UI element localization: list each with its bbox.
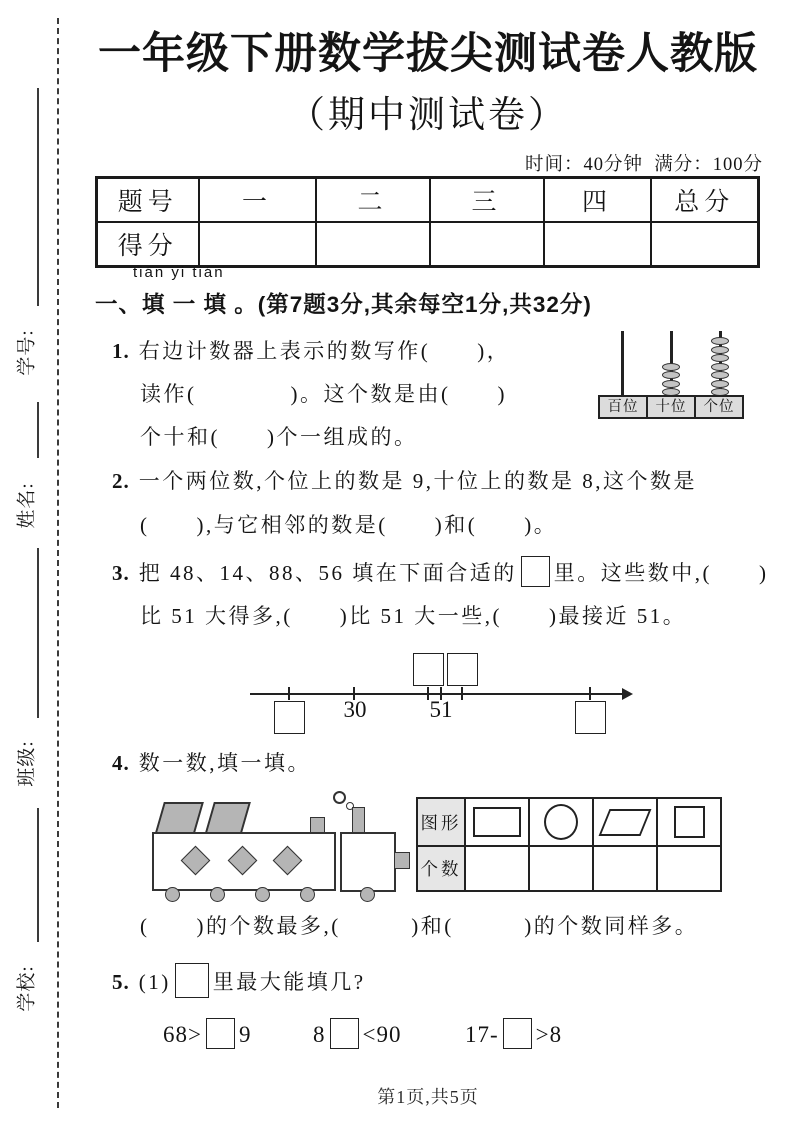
binding-dashed-line	[57, 18, 59, 1108]
section1-heading	[95, 287, 592, 319]
rectangle-shape	[473, 807, 521, 837]
student-id-blank-line	[37, 88, 39, 306]
q5-expression-2	[313, 1018, 401, 1049]
q5-intro-post: 里最大能填几?	[212, 970, 366, 994]
expr-pre: 68>	[163, 1022, 202, 1047]
answer-box[interactable]	[503, 1018, 532, 1049]
count-cell[interactable]	[657, 846, 721, 891]
score-cell[interactable]	[544, 222, 651, 267]
answer-box[interactable]	[330, 1018, 359, 1049]
chimney-rectangle-shape	[352, 807, 365, 834]
count-row-header: 个数	[417, 846, 465, 891]
q3-number: 3.	[112, 561, 130, 585]
numberline-answer-box[interactable]	[575, 701, 606, 734]
connector-square-shape	[394, 852, 410, 869]
parallelogram-shape	[154, 802, 204, 836]
q2-line1	[112, 468, 697, 494]
section1-ruby-base: 填 一 填	[142, 292, 235, 317]
q2-number: 2.	[112, 469, 130, 493]
section1-suffix: 。(第7题3分,其余每空1分,共32分)	[234, 292, 592, 317]
ones-place-label: 个位	[694, 395, 744, 419]
class-blank-line	[37, 548, 39, 718]
q5-expression-3	[465, 1018, 562, 1049]
rectangle-cell	[465, 798, 529, 846]
score-cell[interactable]	[316, 222, 430, 267]
section1-prefix: 一、	[95, 292, 143, 317]
q4-bottom-line: ( )的个数最多,( )和( )的个数同样多。	[140, 914, 699, 938]
expr-post: <90	[362, 1022, 402, 1047]
train-body-rectangle	[152, 832, 336, 891]
number-line-arrow	[622, 688, 633, 700]
numberline-label-51: 51	[429, 697, 453, 722]
number-line-figure	[250, 646, 650, 741]
section1-pinyin: tián yi tián	[133, 264, 225, 281]
school-blank-line	[37, 808, 39, 942]
tens-beads	[662, 362, 680, 396]
score-header-cell: 题号	[97, 178, 199, 223]
q1-line3: 个十和( )个一组成的。	[140, 425, 418, 449]
page-footer: 第1页,共5页	[377, 1087, 479, 1107]
score-cell[interactable]	[430, 222, 544, 267]
ones-beads	[711, 337, 729, 397]
numberline-answer-box[interactable]	[447, 653, 478, 686]
smoke-circle	[333, 791, 346, 804]
numberline-answer-box[interactable]	[413, 653, 444, 686]
score-cell[interactable]	[199, 222, 316, 267]
q2-line1-text: 一个两位数,个位上的数是 9,十位上的数是 8,这个数是	[138, 469, 697, 493]
counting-device-figure	[598, 331, 748, 419]
tick-mark	[589, 687, 591, 700]
score-table	[95, 176, 760, 268]
time-score-meta: 时间：40分钟 满分：100分	[524, 155, 763, 175]
q5-intro-pre: (1)	[138, 970, 171, 994]
q1-number: 1.	[112, 339, 130, 363]
hundreds-rod	[621, 331, 624, 396]
shape-row-header: 图形	[417, 798, 465, 846]
name-label: 姓名:	[16, 482, 38, 529]
paper-subtitle: （期中测试卷）	[288, 95, 568, 136]
q1-line2: 读作( )。这个数是由( )	[140, 382, 507, 406]
circle-cell	[529, 798, 593, 846]
score-header-cell: 三	[430, 178, 544, 223]
expr-post: >8	[535, 1022, 563, 1047]
train-shapes-figure	[140, 790, 425, 908]
q5-intro	[112, 963, 366, 998]
parallelogram-shape	[204, 802, 251, 836]
score-row-label: 得分	[97, 222, 199, 267]
q1-line1	[112, 338, 510, 364]
q4-number: 4.	[112, 751, 130, 775]
student-id-label: 学号:	[16, 329, 38, 376]
parallelogram-cell	[593, 798, 657, 846]
school-label: 学校:	[16, 965, 38, 1012]
train-car-rectangle	[340, 832, 396, 892]
hundreds-place-label: 百位	[598, 395, 648, 419]
number-line	[250, 693, 624, 695]
score-table-score-row	[97, 222, 759, 267]
square-shape	[674, 806, 705, 838]
parallelogram-shape	[599, 809, 652, 836]
tick-mark	[461, 687, 463, 700]
tens-place-label: 十位	[646, 395, 696, 419]
expr-pre: 8	[313, 1022, 326, 1047]
numberline-label-30: 30	[343, 697, 367, 722]
q5-number: 5.	[112, 970, 130, 994]
circle-shape	[544, 804, 578, 840]
q4-line1-text: 数一数,填一填。	[138, 751, 311, 775]
q3-line1-pre: 把 48、14、88、56 填在下面合适的	[138, 561, 517, 585]
shape-count-table	[416, 797, 722, 892]
score-header-cell: 四	[544, 178, 651, 223]
q5-expression-1	[163, 1018, 251, 1049]
tick-mark	[288, 687, 290, 700]
count-cell[interactable]	[465, 846, 529, 891]
count-cell[interactable]	[593, 846, 657, 891]
score-header-cell: 一	[199, 178, 316, 223]
score-header-cell: 二	[316, 178, 430, 223]
expr-post: 9	[238, 1022, 252, 1047]
q3-line2: 比 51 大得多,( )比 51 大一些,( )最接近 51。	[140, 604, 687, 628]
q3-line1	[112, 556, 769, 587]
paper-title: 一年级下册数学拔尖测试卷人教版	[98, 31, 758, 78]
q3-inline-answer-box[interactable]	[521, 556, 550, 587]
counter-base	[598, 395, 744, 419]
q1-line1-text: 右边计数器上表示的数写作( )，	[138, 339, 511, 363]
q2-line2: ( ),与它相邻的数是( )和( )。	[140, 513, 558, 537]
numberline-answer-box[interactable]	[274, 701, 305, 734]
q5-example-box	[175, 963, 209, 998]
name-blank-line	[37, 402, 39, 458]
shape-row	[417, 798, 721, 846]
answer-box[interactable]	[206, 1018, 235, 1049]
expr-pre: 17-	[465, 1022, 499, 1047]
score-header-cell: 总分	[651, 178, 759, 223]
q3-line1-post: 里。这些数中,( )	[553, 561, 769, 585]
square-cell	[657, 798, 721, 846]
q4-line1	[112, 750, 311, 776]
score-table-header-row	[97, 178, 759, 223]
count-cell[interactable]	[529, 846, 593, 891]
score-cell[interactable]	[651, 222, 759, 267]
count-row	[417, 846, 721, 891]
class-label: 班级:	[16, 740, 38, 787]
